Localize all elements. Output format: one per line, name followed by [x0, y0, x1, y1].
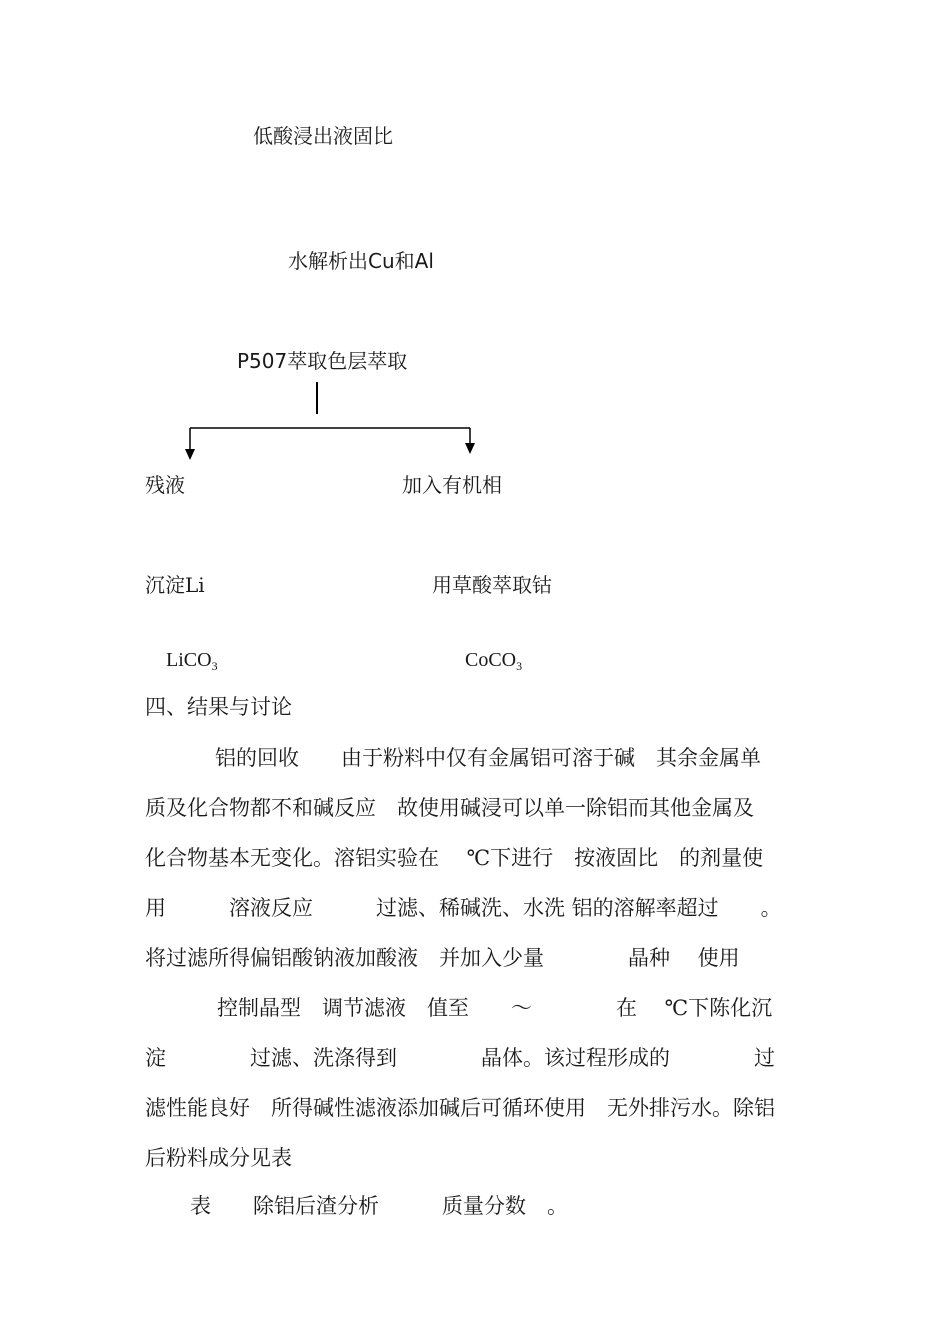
flow-product-li-base: LiCO [166, 649, 212, 671]
paragraph-line: 质及化合物都不和碱反应 故使用碱浸可以单一除铝而其他金属及 [145, 796, 754, 820]
paragraph-line: 后粉料成分见表 [145, 1146, 292, 1170]
paragraph-line: 控制晶型 调节滤液 值至 ～ 在 ℃下陈化沉 [217, 996, 773, 1020]
flow-step-precipitate-li: 沉淀Li [145, 573, 205, 597]
flow-product-co-base: CoCO [465, 649, 517, 671]
flow-branch-residue: 残液 [145, 473, 185, 497]
section-heading: 四、结果与讨论 [145, 695, 292, 719]
flow-step-leach: 低酸浸出液固比 [253, 124, 393, 148]
paragraph-line: 滤性能良好 所得碱性滤液添加碱后可循环使用 无外排污水。除铝 [145, 1096, 775, 1120]
flow-step-hydrolysis: 水解析出Cu和Al [288, 249, 434, 273]
flow-product-li-sub: 3 [211, 659, 218, 673]
paragraph-line: 化合物基本无变化。溶铝实验在 ℃下进行 按液固比 的剂量使 [145, 846, 764, 870]
paragraph-line: 用 溶液反应 过滤、稀碱洗、水洗 铝的溶解率超过 。 [145, 896, 782, 920]
table-caption: 表 除铝后渣分析 质量分数 。 [190, 1194, 568, 1218]
flow-product-li [166, 648, 218, 678]
flow-branch-organic: 加入有机相 [402, 473, 502, 497]
flow-arrow-left-head [185, 449, 195, 460]
paragraph-line: 淀 过滤、洗涤得到 晶体。该过程形成的 过 [145, 1046, 775, 1070]
flow-step-extraction: P507萃取色层萃取 [237, 349, 408, 373]
paragraph-line: 铝的回收 由于粉料中仅有金属铝可溶于碱 其余金属单 [215, 746, 761, 770]
paragraph-line: 将过滤所得偏铝酸钠液加酸液 并加入少量 晶种 使用 [145, 946, 740, 970]
flow-arrow-right-head [465, 443, 475, 454]
flow-product-co-sub: 3 [516, 659, 523, 673]
flow-step-oxalic: 用草酸萃取钴 [432, 573, 552, 597]
flow-product-co [465, 648, 522, 678]
